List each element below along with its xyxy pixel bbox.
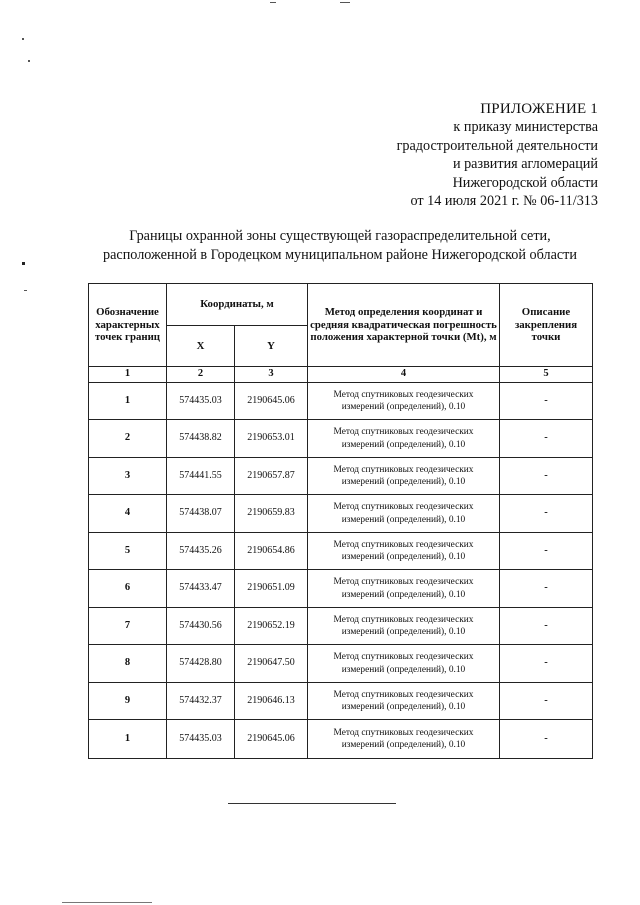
point-cell: 5 [89,533,167,570]
y-coordinate-cell: 2190645.06 [235,720,308,759]
scan-artifact [28,60,30,62]
footer-rule [62,902,152,903]
table-row [89,720,593,759]
method-cell: Метод спутниковых геодезических измерений (определений), 0.10 [308,495,500,533]
table-row [89,383,593,420]
col-number-3: 3 [235,367,308,383]
table-row [89,458,593,495]
point-cell: 6 [89,570,167,608]
description-cell: - [500,533,593,570]
point-cell: 9 [89,683,167,720]
method-cell: Метод спутниковых геодезических измерений (определений), 0.10 [308,683,500,720]
separator-line [228,803,396,804]
y-coordinate-cell: 2190654.86 [235,533,308,570]
col-number-5: 5 [500,367,593,383]
x-coordinate-cell: 574433.47 [167,570,235,608]
header-point-designation: Обозначение характерных точек границ [89,284,167,367]
point-cell: 2 [89,420,167,458]
appendix-number: ПРИЛОЖЕНИЕ 1 [480,101,598,117]
point-cell: 1 [89,383,167,420]
method-cell: Метод спутниковых геодезических измерений (определений), 0.10 [308,645,500,683]
point-cell: 1 [89,720,167,759]
description-cell: - [500,720,593,759]
order-date-number: от 14 июля 2021 г. № 06-11/313 [410,193,598,210]
coordinates-table [88,283,593,759]
method-cell: Метод спутниковых геодезических измерений (определений), 0.10 [308,420,500,458]
scan-artifact [22,262,25,265]
x-coordinate-cell: 574435.03 [167,383,235,420]
x-coordinate-cell: 574435.03 [167,720,235,759]
table-row [89,683,593,720]
y-coordinate-cell: 2190651.09 [235,570,308,608]
description-cell: - [500,383,593,420]
table-row [89,570,593,608]
x-coordinate-cell: 574438.82 [167,420,235,458]
description-cell: - [500,683,593,720]
x-coordinate-cell: 574430.56 [167,608,235,645]
y-coordinate-cell: 2190653.01 [235,420,308,458]
y-coordinate-cell: 2190657.87 [235,458,308,495]
table-row [89,608,593,645]
scan-artifact [340,2,350,3]
order-line-4: Нижегородской области [452,174,598,191]
method-cell: Метод спутниковых геодезических измерений (определений), 0.10 [308,383,500,420]
description-cell: - [500,570,593,608]
scan-artifact [24,290,27,291]
y-coordinate-cell: 2190645.06 [235,383,308,420]
x-coordinate-cell: 574438.07 [167,495,235,533]
title-line-2: расположенной в Городецком муниципальном районе Нижегородской области [103,247,577,263]
scan-artifact [22,38,24,40]
description-cell: - [500,495,593,533]
header-y: Y [235,326,308,367]
description-cell: - [500,645,593,683]
order-line-2: градостроительной деятельности [396,137,598,154]
order-line-3: и развития агломераций [452,156,598,173]
description-cell: - [500,608,593,645]
document-title [40,227,640,265]
table-row [89,495,593,533]
table-row [89,533,593,570]
y-coordinate-cell: 2190659.83 [235,495,308,533]
col-number-4: 4 [308,367,500,383]
point-cell: 3 [89,458,167,495]
x-coordinate-cell: 574441.55 [167,458,235,495]
x-coordinate-cell: 574432.37 [167,683,235,720]
method-cell: Метод спутниковых геодезических измерений (определений), 0.10 [308,533,500,570]
point-cell: 4 [89,495,167,533]
header-description: Описание закрепления точки [500,284,593,367]
method-cell: Метод спутниковых геодезических измерений (определений), 0.10 [308,720,500,759]
header-method: Метод определения координат и средняя квадратическая погрешность положения характерной точки (Mt), м [308,284,500,367]
header-coordinates: Координаты, м [167,284,308,326]
col-number-2: 2 [167,367,235,383]
scan-artifact [270,2,276,3]
table-row [89,645,593,683]
method-cell: Метод спутниковых геодезических измерений (определений), 0.10 [308,608,500,645]
y-coordinate-cell: 2190652.19 [235,608,308,645]
title-line-1: Границы охранной зоны существующей газораспределительной сети, [129,228,551,244]
header-x: X [167,326,235,367]
y-coordinate-cell: 2190647.50 [235,645,308,683]
table-row [89,420,593,458]
point-cell: 8 [89,645,167,683]
x-coordinate-cell: 574428.80 [167,645,235,683]
point-cell: 7 [89,608,167,645]
col-number-1: 1 [89,367,167,383]
column-number-row [89,367,593,383]
description-cell: - [500,458,593,495]
method-cell: Метод спутниковых геодезических измерений (определений), 0.10 [308,458,500,495]
x-coordinate-cell: 574435.26 [167,533,235,570]
description-cell: - [500,420,593,458]
y-coordinate-cell: 2190646.13 [235,683,308,720]
appendix-header [397,100,598,210]
order-line-1: к приказу министерства [453,119,598,136]
method-cell: Метод спутниковых геодезических измерений (определений), 0.10 [308,570,500,608]
